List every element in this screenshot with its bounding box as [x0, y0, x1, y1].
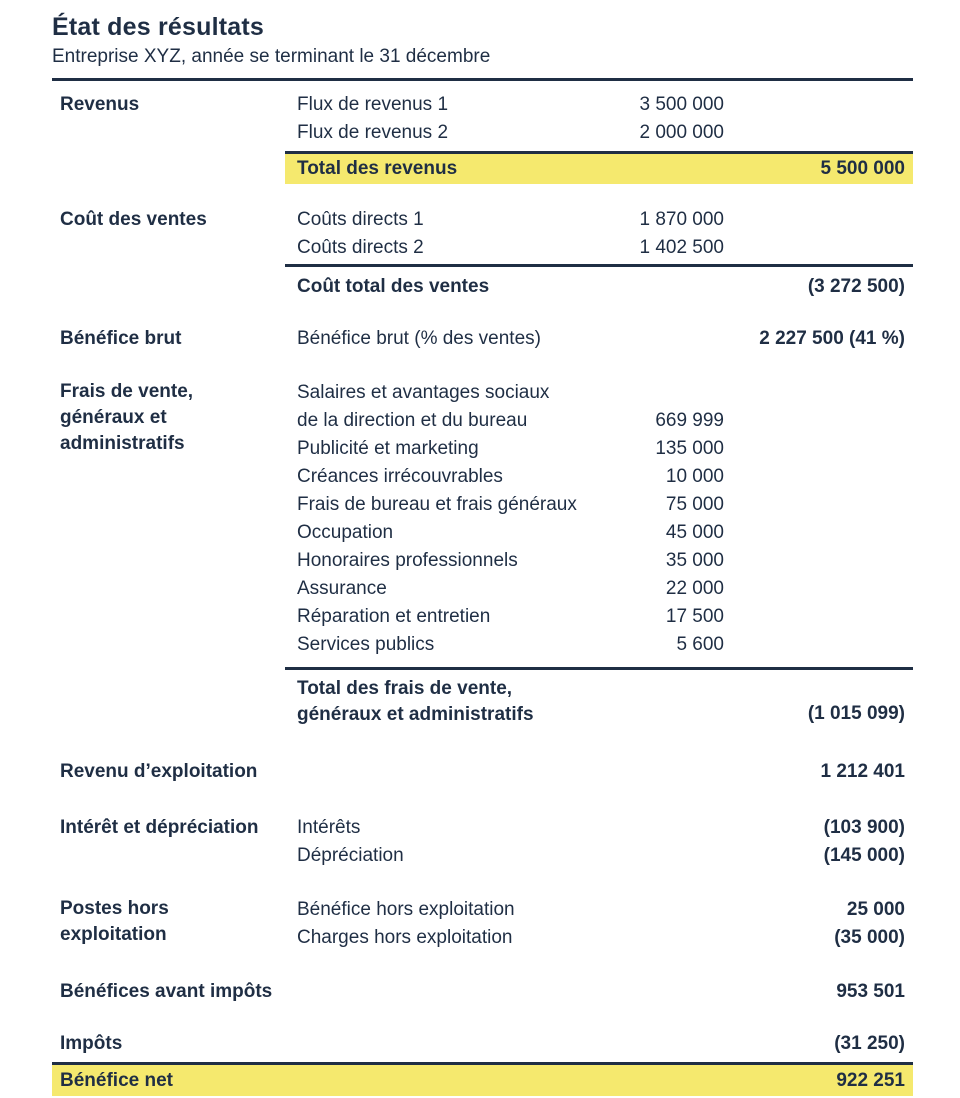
line-item-amount: 1 870 000: [639, 209, 724, 230]
section-sga: [52, 379, 913, 728]
line-item-amount: 2 000 000: [639, 122, 724, 143]
header-rule: [52, 78, 913, 81]
line-item-label: Assurance: [297, 578, 387, 599]
line-item-label: Réparation et entretien: [297, 606, 491, 627]
total-revenues-row: [285, 151, 913, 184]
section-label-operating-income: Revenu d’exploitation: [60, 761, 258, 782]
section-label-non-operating: Postes hors exploitation: [60, 898, 169, 945]
line-item-amount: 17 500: [665, 606, 724, 627]
table-row: [285, 234, 913, 262]
table-row: [285, 842, 913, 870]
line-item-amount: 2 227 500 (41 %): [759, 328, 905, 349]
total-amount: (3 272 500): [807, 276, 905, 297]
line-item-amount: 1 212 401: [820, 761, 905, 782]
net-income-label: Bénéfice net: [60, 1069, 173, 1091]
line-item-label: Frais de bureau et frais généraux: [297, 494, 577, 515]
total-label: Total des frais de vente, généraux et administratifs: [297, 678, 534, 725]
total-cost-of-sales-row: [285, 264, 913, 301]
table-row: [285, 91, 913, 119]
total-amount: 5 500 000: [820, 158, 905, 179]
line-item-amount: 10 000: [665, 466, 724, 487]
net-income-amount: 922 251: [836, 1069, 905, 1091]
section-label-sga: Frais de vente, généraux et administratifs: [60, 381, 194, 454]
section-non-operating: [52, 896, 913, 952]
line-item-amount: (103 900): [823, 817, 905, 838]
total-sga-row: [285, 667, 913, 728]
section-cost-of-sales: [52, 206, 913, 301]
page-title: État des résultats: [52, 13, 265, 41]
line-item-amount: (145 000): [823, 845, 905, 866]
table-row: [285, 491, 913, 519]
table-row: [285, 379, 913, 435]
section-operating-income: [52, 758, 913, 786]
line-item-label: Charges hors exploitation: [297, 927, 513, 948]
line-item-amount: 135 000: [655, 438, 724, 459]
report-subtitle: Entreprise XYZ, année se terminant le 31 décembre: [52, 46, 491, 67]
table-row: [285, 119, 913, 147]
line-item-label: Dépréciation: [297, 845, 404, 866]
table-row: [285, 325, 913, 353]
table-row: [285, 206, 913, 234]
section-label-taxes: Impôts: [60, 1033, 123, 1054]
section-pre-tax-income: [52, 978, 913, 1006]
table-row: [285, 519, 913, 547]
line-item-amount: 1 402 500: [639, 237, 724, 258]
total-label: Coût total des ventes: [297, 276, 490, 297]
section-taxes: [52, 1030, 913, 1058]
line-item-label: Flux de revenus 1: [297, 94, 449, 115]
section-label-cost-of-sales: Coût des ventes: [60, 209, 207, 230]
table-row: [285, 924, 913, 952]
table-row: [285, 631, 913, 659]
line-item-amount: 75 000: [665, 494, 724, 515]
section-label-revenues: Revenus: [60, 94, 140, 115]
report-header: [52, 12, 913, 81]
table-row: [285, 758, 913, 786]
line-item-label: Coûts directs 1: [297, 209, 424, 230]
line-item-amount: (35 000): [834, 927, 905, 948]
net-income-row: [52, 1062, 913, 1096]
line-item-label: Services publics: [297, 634, 435, 655]
line-item-label: Flux de revenus 2: [297, 122, 449, 143]
section-gross-profit: [52, 325, 913, 353]
line-item-label: Honoraires professionnels: [297, 550, 518, 571]
table-row: [285, 575, 913, 603]
table-row: [285, 603, 913, 631]
table-row: [285, 1030, 913, 1058]
line-item-label: Occupation: [297, 522, 394, 543]
line-item-label: Salaires et avantages sociaux de la direction et du bureau: [297, 382, 550, 431]
line-item-amount: (31 250): [834, 1033, 905, 1054]
table-row: [285, 896, 913, 924]
line-item-amount: 35 000: [665, 550, 724, 571]
table-row: [285, 435, 913, 463]
line-item-amount: 953 501: [836, 981, 905, 1002]
line-item-amount: 3 500 000: [639, 94, 724, 115]
line-item-label: Bénéfice hors exploitation: [297, 899, 515, 920]
section-revenues: [52, 91, 913, 184]
line-item-amount: 5 600: [676, 634, 724, 655]
line-item-amount: 25 000: [846, 899, 905, 920]
table-row: [285, 814, 913, 842]
line-item-label: Publicité et marketing: [297, 438, 479, 459]
section-label-pre-tax-income: Bénéfices avant impôts: [60, 981, 273, 1002]
total-label: Total des revenus: [297, 158, 458, 179]
line-item-label: Intérêts: [297, 817, 361, 838]
table-row: [285, 978, 913, 1006]
section-interest-depreciation: [52, 814, 913, 870]
section-label-interest-depreciation: Intérêt et dépréciation: [60, 817, 259, 838]
table-row: [285, 547, 913, 575]
line-item-label: Bénéfice brut (% des ventes): [297, 328, 541, 349]
table-row: [285, 463, 913, 491]
line-item-amount: 669 999: [655, 410, 724, 431]
line-item-label: Coûts directs 2: [297, 237, 424, 258]
section-label-gross-profit: Bénéfice brut: [60, 328, 182, 349]
line-item-amount: 22 000: [665, 578, 724, 599]
line-item-label: Créances irrécouvrables: [297, 466, 503, 487]
line-item-amount: 45 000: [665, 522, 724, 543]
total-amount: (1 015 099): [807, 703, 905, 724]
